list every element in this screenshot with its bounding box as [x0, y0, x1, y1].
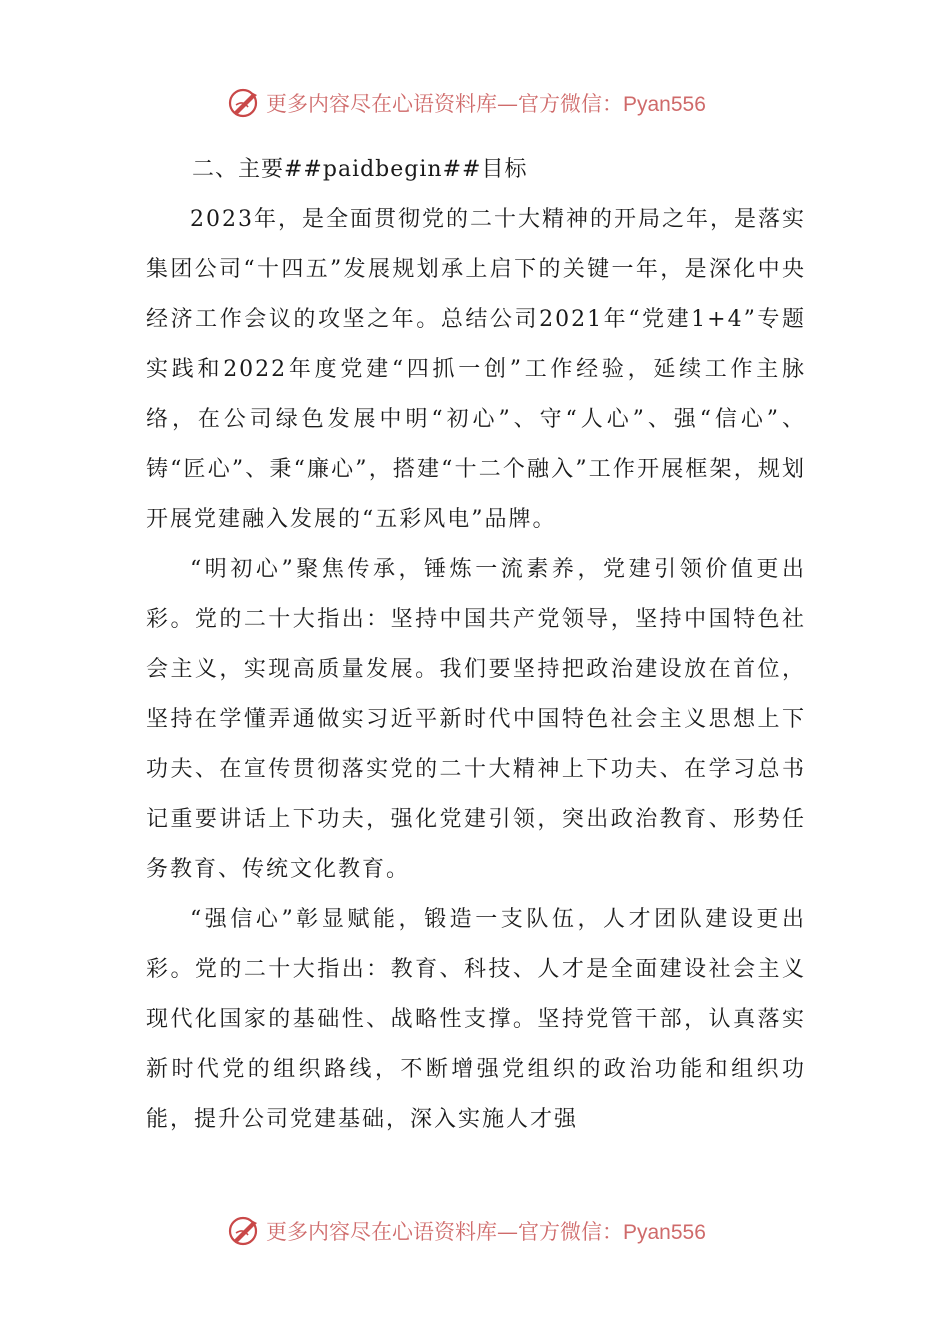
watermark-handle: Pyan556	[623, 1221, 706, 1244]
paragraph: “强信心”彰显赋能，锻造一支队伍，人才团队建设更出彩。党的二十大指出：教育、科技、人才是全面建设社会主义现代化国家的基础性、战略性支撑。坚持党管干部，认真落实新时代党的组织路线，不断增强党组织的政治功能和组织功能，提升公司党建基础，深入实施人才强	[146, 907, 806, 1132]
watermark-handle: Pyan556	[623, 93, 706, 116]
pen-logo-icon	[226, 85, 262, 121]
section-heading: 二、主要##paidbegin##目标	[192, 157, 528, 182]
watermark-text: 更多内容尽在心语资料库—官方微信：Pyan556	[266, 92, 706, 116]
pen-logo-icon	[226, 1213, 262, 1249]
footer-watermark	[226, 1211, 706, 1251]
watermark-text: 更多内容尽在心语资料库—官方微信：Pyan556	[266, 1220, 706, 1244]
paragraph: 2023年，是全面贯彻党的二十大精神的开局之年，是落实集团公司“十四五”发展规划承上启下的关键一年，是深化中央经济工作会议的攻坚之年。总结公司2021年“党建1+4”专题实践和2022年度党建“四抓一创”工作经验，延续工作主脉络，在公司绿色发展中明“初心”、守“人心”、强“信心”、铸“匠心”、秉“廉心”，搭建“十二个融入”工作开展框架，规划开展党建融入发展的“五彩风电”品牌。	[146, 207, 806, 532]
paragraph: “明初心”聚焦传承，锤炼一流素养，党建引领价值更出彩。党的二十大指出：坚持中国共产党领导，坚持中国特色社会主义，实现高质量发展。我们要坚持把政治建设放在首位，坚持在学懂弄通做实习近平新时代中国特色社会主义思想上下功夫、在宣传贯彻落实党的二十大精神上下功夫、在学习总书记重要讲话上下功夫，强化党建引领，突出政治教育、形势任务教育、传统文化教育。	[146, 557, 806, 882]
header-watermark	[226, 83, 706, 123]
document-body	[146, 145, 806, 1145]
